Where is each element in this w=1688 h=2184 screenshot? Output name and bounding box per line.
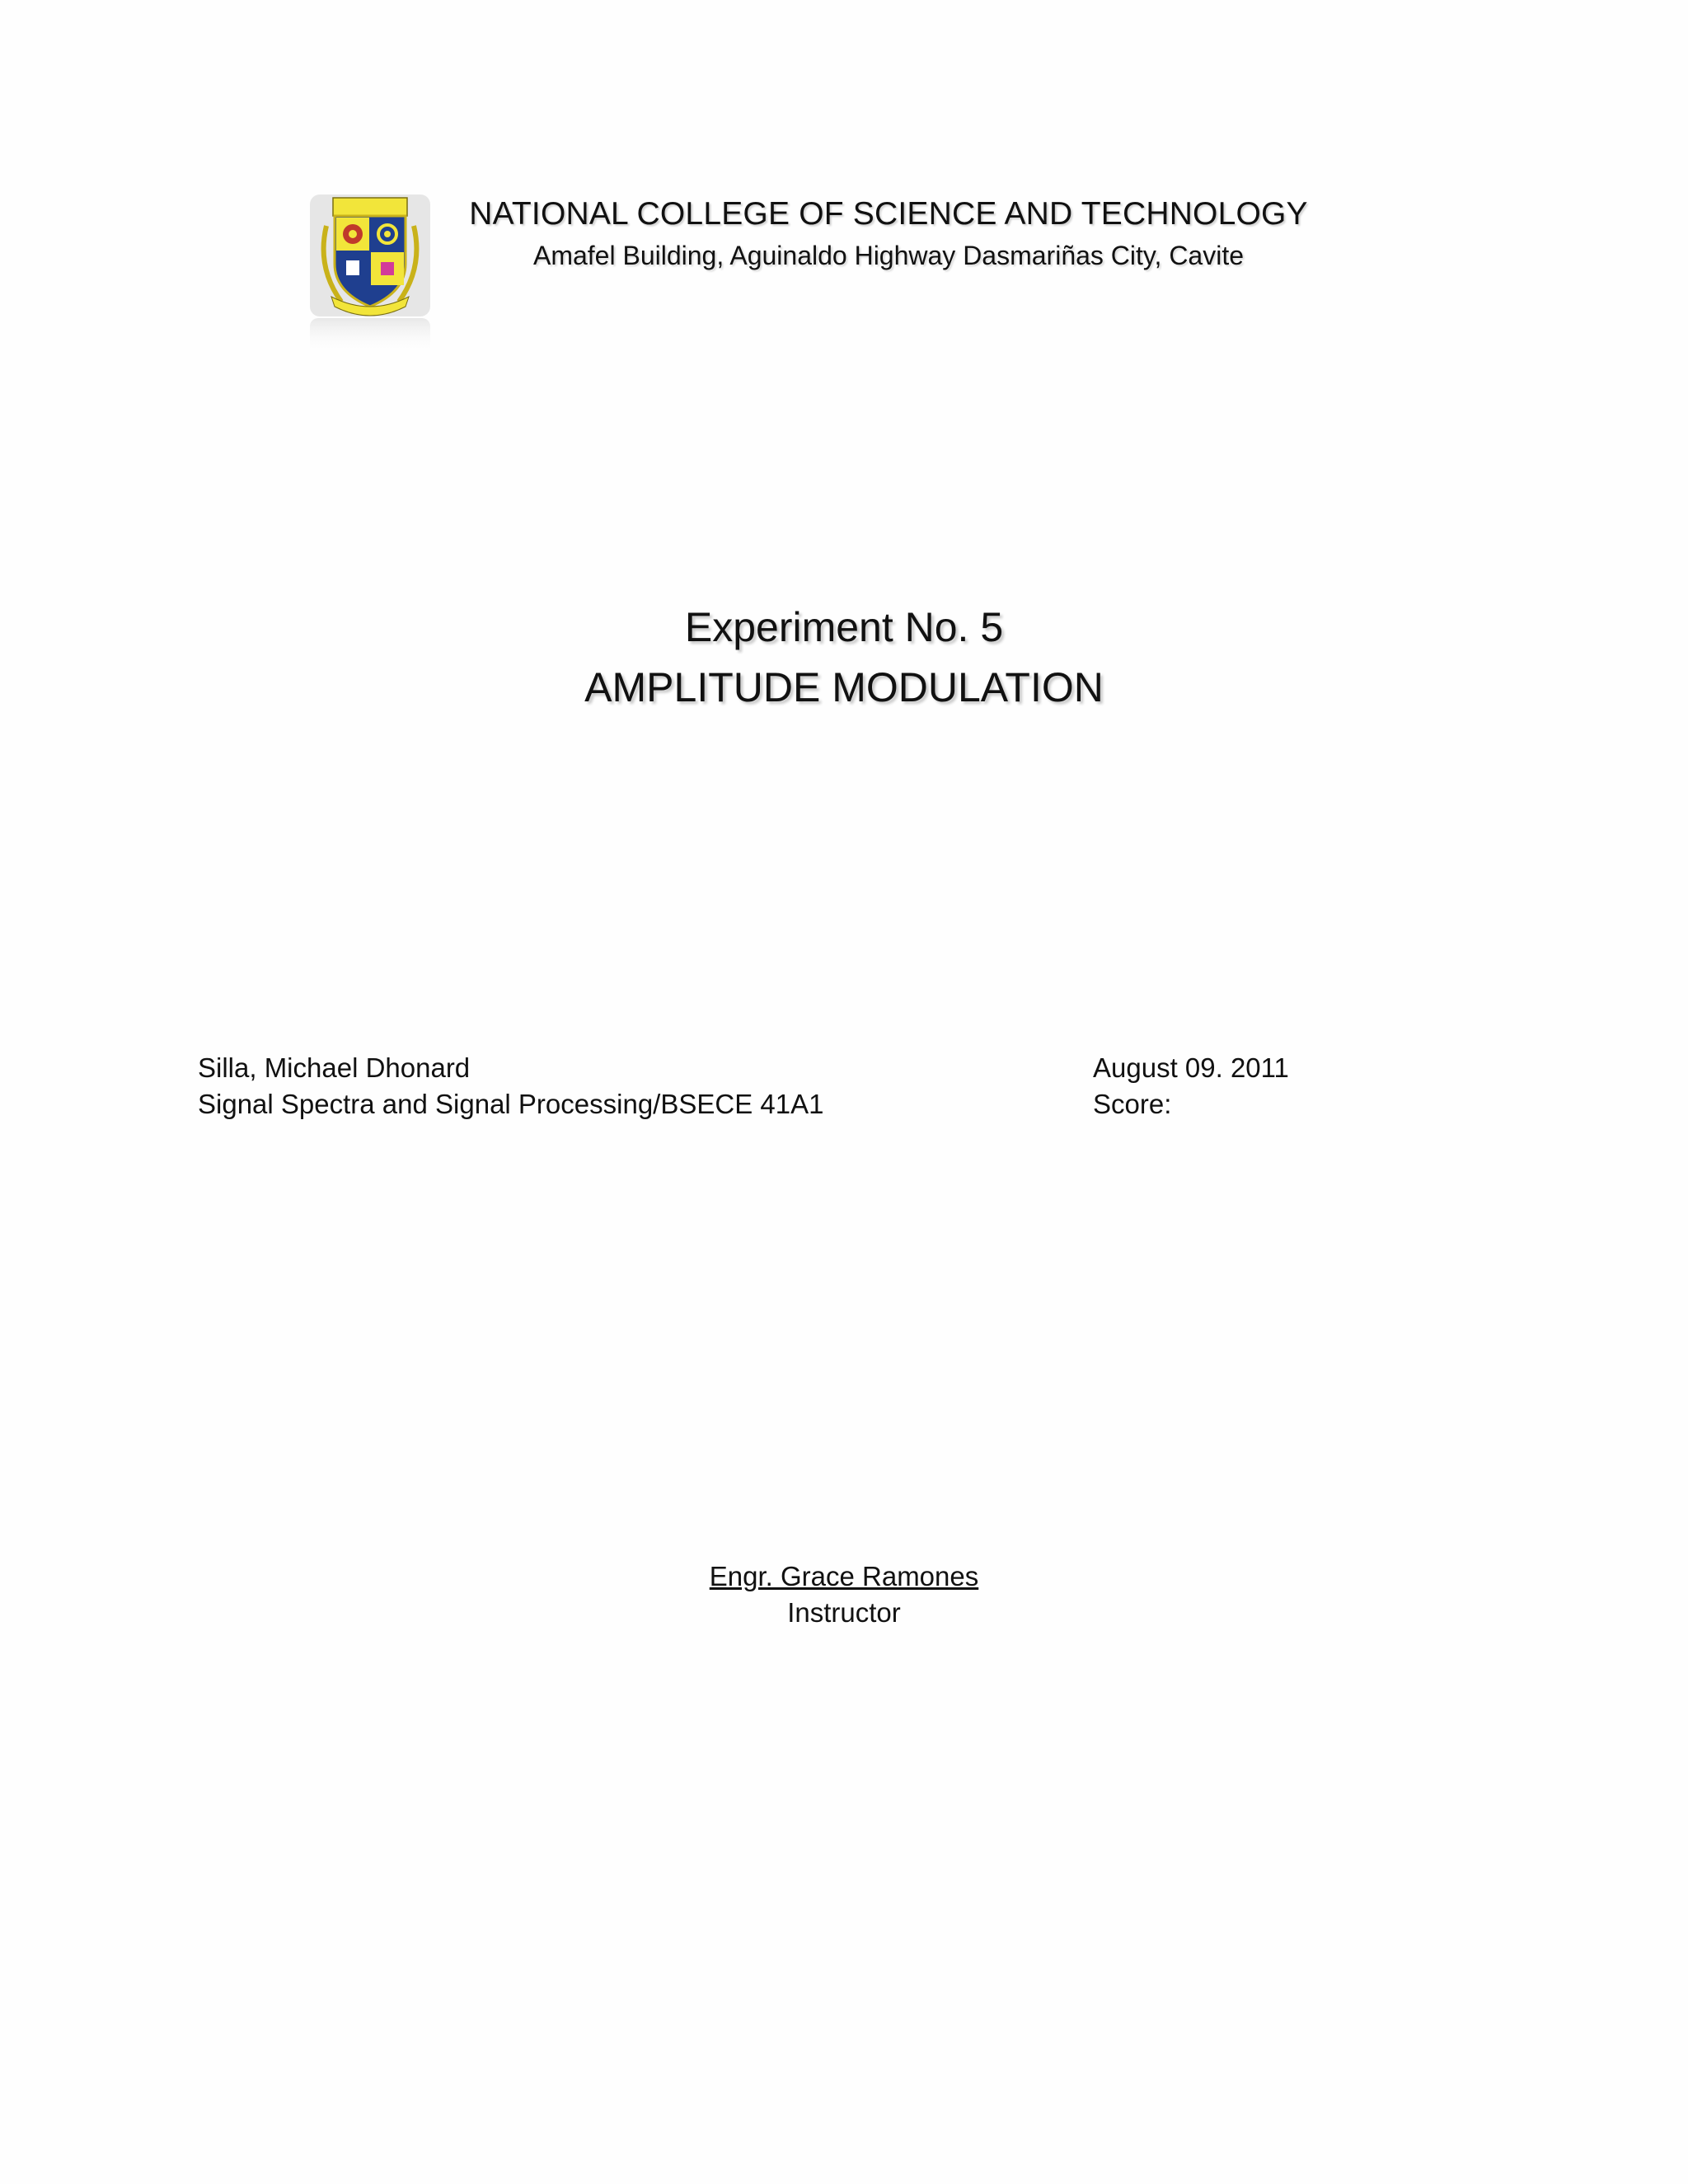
experiment-number: Experiment No. 5 xyxy=(684,604,1004,650)
instructor-name: Engr. Grace Ramones xyxy=(709,1561,979,1591)
student-name: Silla, Michael Dhonard xyxy=(198,1052,471,1083)
school-name: NATIONAL COLLEGE OF SCIENCE AND TECHNOLOGY xyxy=(469,196,1308,232)
instructor-role: Instructor xyxy=(787,1597,901,1628)
submission-date: August 09. 2011 xyxy=(1093,1052,1289,1083)
score-label: Score: xyxy=(1093,1089,1172,1119)
experiment-title: AMPLITUDE MODULATION xyxy=(584,664,1104,710)
course-section: Signal Spectra and Signal Processing/BSECE 41A1 xyxy=(198,1089,824,1119)
school-address: Amafel Building, Aguinaldo Highway Dasmariñas City, Cavite xyxy=(532,241,1245,270)
ncst-seal-icon xyxy=(308,193,432,358)
